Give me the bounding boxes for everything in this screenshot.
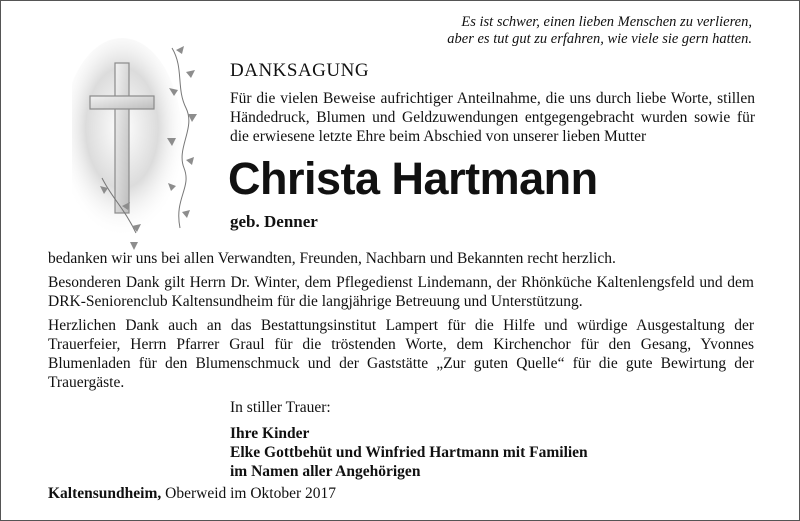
signature-block: [230, 398, 588, 481]
quote-line-2: aber es tut gut zu erfahren, wie viele sie gern hatten.: [447, 31, 752, 47]
heading-danksagung: DANKSAGUNG: [230, 60, 370, 81]
thanks-paragraph-2: Besonderen Dank gilt Herrn Dr. Winter, dem Pflegedienst Lindemann, der Rhönküche Kaltenlengsfeld und dem DRK-Seniorenclub Kaltensundheim für die langjährige Betreuung und Unterstützung.: [48, 274, 754, 310]
intro-paragraph: Für die vielen Beweise aufrichtiger Anteilnahme, die uns durch liebe Worte, stillen Händedruck, Blumen und Geldzuwendungen entgegengebracht wurden sowie für die erwiesene letzte Ehre beim Abschied von unserer lieben Mutter: [230, 90, 755, 145]
signature-line-2: Elke Gottbehüt und Winfried Hartmann mit Familien: [230, 444, 588, 461]
body-text: [48, 249, 754, 397]
signature-line-1: Ihre Kinder: [230, 425, 310, 442]
signature-line-3: im Namen aller Angehörigen: [230, 463, 421, 480]
cross-with-ivy-icon: [72, 28, 212, 258]
maiden-name: geb. Denner: [230, 212, 318, 231]
place-date: [48, 485, 336, 503]
thanks-paragraph-3: Herzlichen Dank auch an das Bestattungsinstitut Lampert für die Hilfe und würdige Ausgestaltung der Trauerfeier, Herrn Pfarrer Graul für die tröstenden Worte, dem Kirchenchor für den Gesang, Yvonnes Blumenladen für den Blumenschmuck und der Gaststätte „Zur guten Quelle“ für die gute Bewirtung der Trauergäste.: [48, 317, 754, 391]
quote-line-1: Es ist schwer, einen lieben Menschen zu verlieren,: [461, 14, 752, 30]
epigraph-quote: [332, 14, 752, 48]
place-rest: Oberweid im Oktober 2017: [161, 485, 337, 502]
place-town: Kaltensundheim,: [48, 485, 162, 502]
deceased-name: Christa Hartmann: [228, 153, 598, 204]
thanks-paragraph-1: bedanken wir uns bei allen Verwandten, Freunden, Nachbarn und Bekannten recht herzlich.: [48, 250, 616, 267]
signature-lead: In stiller Trauer:: [230, 399, 331, 416]
